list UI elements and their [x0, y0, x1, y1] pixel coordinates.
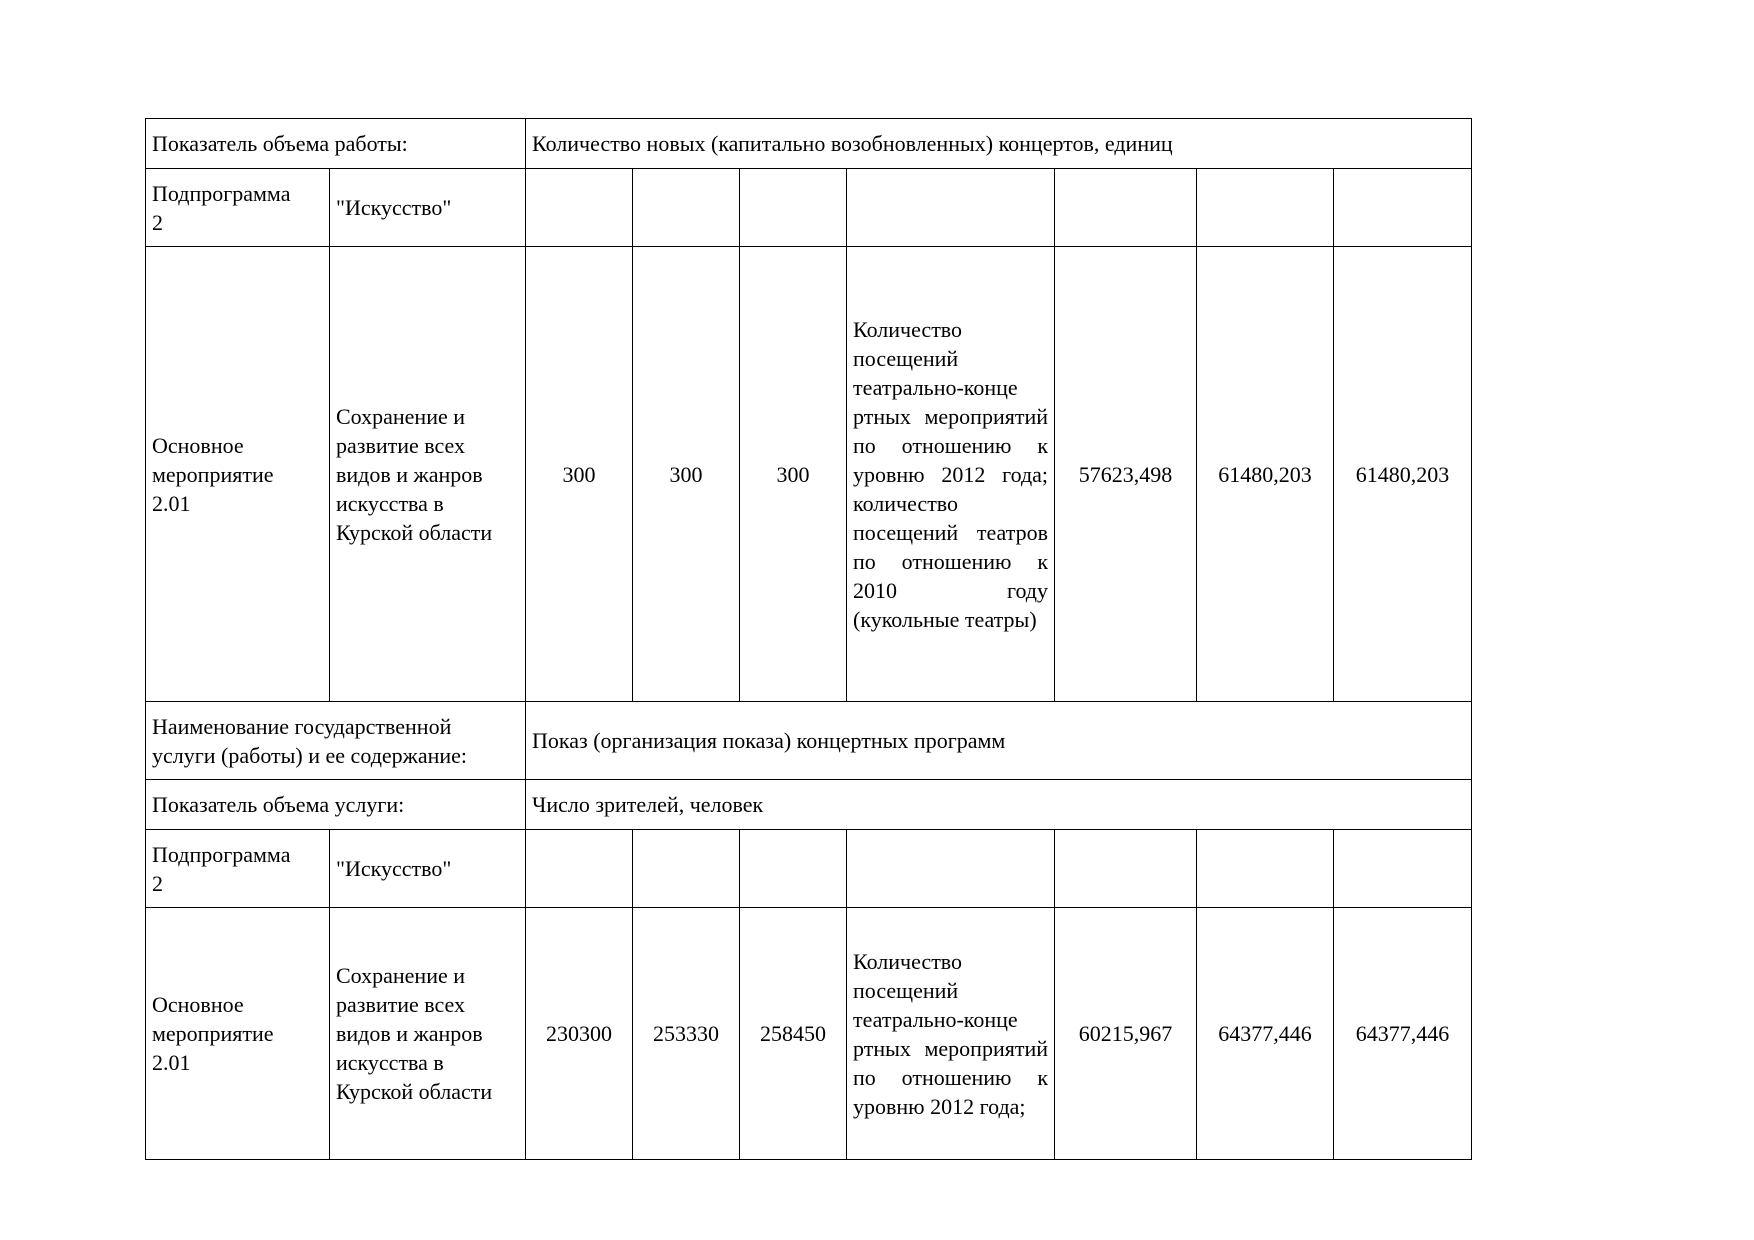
measure-code: Основное мероприятие 2.01: [146, 908, 330, 1160]
empty-cell: [526, 830, 633, 908]
measure-indicator: Количество посещений театрально-конце ртных мероприятий по отношению к уровню 2012 года;: [847, 908, 1055, 1160]
measure-code: Основное мероприятие 2.01: [146, 247, 330, 702]
measure-name: Сохранение и развитие всех видов и жанров искусства в Курской области: [330, 247, 526, 702]
service-name-row: [146, 702, 1472, 780]
measure-indicator: Количество посещений театрально-конце ртных мероприятий по отношению к уровню 2012 года; количество посещений театров по отношению к 2010 году (кукольные театры): [847, 247, 1055, 702]
measure-finance-3: 61480,203: [1334, 247, 1472, 702]
subprogram-code: Подпрограмма 2: [146, 830, 330, 908]
subprogram-name: "Искусство": [330, 169, 526, 247]
measure-finance-1: 57623,498: [1055, 247, 1197, 702]
subprogram-code: Подпрограмма 2: [146, 169, 330, 247]
empty-cell: [526, 169, 633, 247]
empty-cell: [740, 830, 847, 908]
empty-cell: [1197, 169, 1334, 247]
service-volume-label: Показатель объема услуги:: [146, 780, 526, 830]
empty-cell: [1197, 830, 1334, 908]
empty-cell: [1055, 830, 1197, 908]
empty-cell: [847, 169, 1055, 247]
work-volume-label: Показатель объема работы:: [146, 119, 526, 169]
subprogram-row: [146, 169, 1472, 247]
measure-value-3: 300: [740, 247, 847, 702]
measure-row: [146, 247, 1472, 702]
service-volume-value: Число зрителей, человек: [526, 780, 1472, 830]
subprogram-row: [146, 830, 1472, 908]
empty-cell: [633, 169, 740, 247]
measure-finance-2: 61480,203: [1197, 247, 1334, 702]
empty-cell: [847, 830, 1055, 908]
subprogram-name: "Искусство": [330, 830, 526, 908]
measure-value-1: 230300: [526, 908, 633, 1160]
service-name-label: Наименование государственной услуги (работы) и ее содержание:: [146, 702, 526, 780]
program-table: [145, 118, 1472, 1160]
service-name-value: Показ (организация показа) концертных программ: [526, 702, 1472, 780]
measure-value-3: 258450: [740, 908, 847, 1160]
measure-name: Сохранение и развитие всех видов и жанров искусства в Курской области: [330, 908, 526, 1160]
measure-finance-1: 60215,967: [1055, 908, 1197, 1160]
measure-finance-3: 64377,446: [1334, 908, 1472, 1160]
service-volume-row: [146, 780, 1472, 830]
measure-value-1: 300: [526, 247, 633, 702]
empty-cell: [1055, 169, 1197, 247]
work-volume-row: [146, 119, 1472, 169]
empty-cell: [633, 830, 740, 908]
empty-cell: [1334, 169, 1472, 247]
empty-cell: [740, 169, 847, 247]
empty-cell: [1334, 830, 1472, 908]
measure-row: [146, 908, 1472, 1160]
measure-finance-2: 64377,446: [1197, 908, 1334, 1160]
measure-value-2: 253330: [633, 908, 740, 1160]
work-volume-value: Количество новых (капитально возобновленных) концертов, единиц: [526, 119, 1472, 169]
measure-value-2: 300: [633, 247, 740, 702]
